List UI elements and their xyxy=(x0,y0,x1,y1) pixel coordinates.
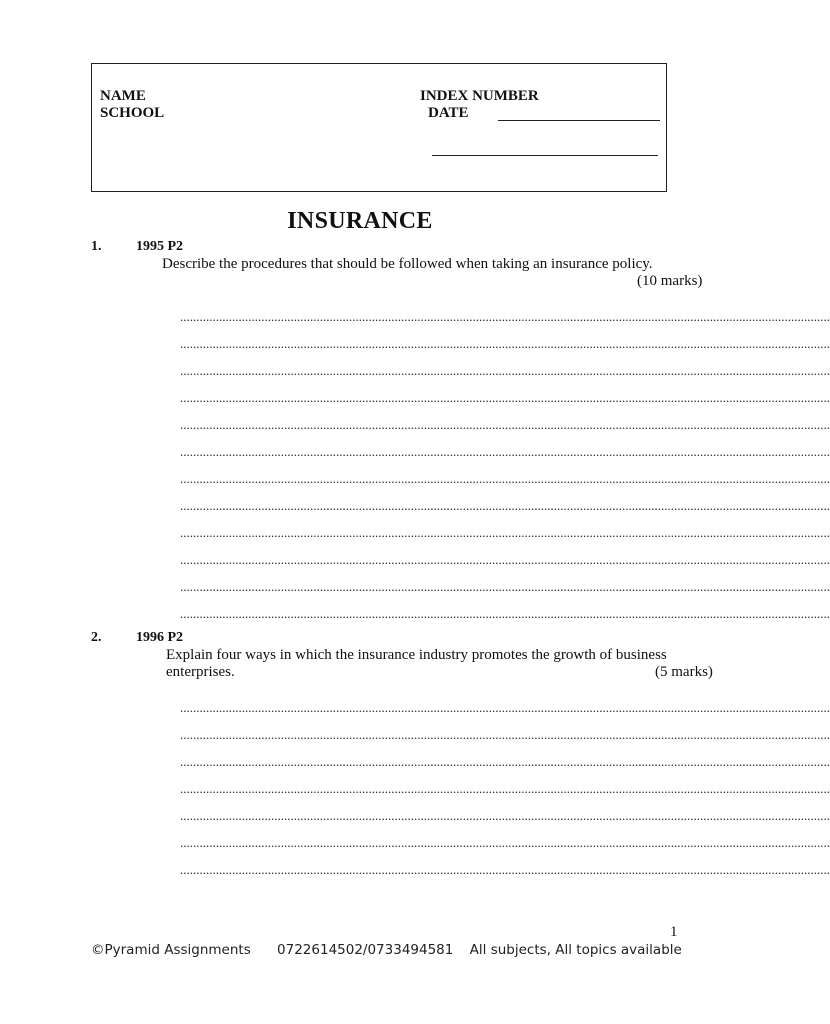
date-label: DATE xyxy=(428,105,469,121)
signature-underline[interactable] xyxy=(432,155,658,156)
answer-line[interactable]: ........................................................................................................................................................................................................ xyxy=(180,444,830,459)
question-2-code: 1996 P2 xyxy=(136,630,184,645)
question-2-text-line-1: Explain four ways in which the insurance industry promotes the growth of business xyxy=(166,647,667,663)
school-label: SCHOOL xyxy=(100,105,165,121)
answer-line[interactable]: ........................................................................................................................................................................................................ xyxy=(180,862,830,877)
footer xyxy=(91,942,682,958)
student-details-box xyxy=(91,63,667,192)
answer-line[interactable]: ........................................................................................................................................................................................................ xyxy=(180,808,830,823)
question-1-text: Describe the procedures that should be followed when taking an insurance policy. xyxy=(162,256,653,272)
answer-line[interactable]: ........................................................................................................................................................................................................ xyxy=(180,390,830,405)
answer-line[interactable]: ........................................................................................................................................................................................................ xyxy=(180,498,830,513)
question-2-number: 2. xyxy=(91,630,102,645)
answer-line[interactable]: ........................................................................................................................................................................................................ xyxy=(180,579,830,594)
answer-line[interactable]: ........................................................................................................................................................................................................ xyxy=(180,781,830,796)
answer-line[interactable]: ........................................................................................................................................................................................................ xyxy=(180,700,830,715)
question-2-marks: (5 marks) xyxy=(655,664,713,680)
question-2-text-line-2: enterprises. xyxy=(166,664,235,680)
footer-copyright: ©Pyramid Assignments xyxy=(91,942,251,958)
name-label: NAME xyxy=(100,88,146,104)
index-number-label: INDEX NUMBER xyxy=(420,88,539,104)
answer-line[interactable]: ........................................................................................................................................................................................................ xyxy=(180,835,830,850)
question-1-number: 1. xyxy=(91,239,102,254)
answer-line[interactable]: ........................................................................................................................................................................................................ xyxy=(180,727,830,742)
question-1-code: 1995 P2 xyxy=(136,239,184,254)
page-title: INSURANCE xyxy=(287,208,433,234)
answer-line[interactable]: ........................................................................................................................................................................................................ xyxy=(180,417,830,432)
footer-note: All subjects, All topics available xyxy=(469,942,682,958)
answer-line[interactable]: ........................................................................................................................................................................................................ xyxy=(180,309,830,324)
answer-line[interactable]: ........................................................................................................................................................................................................ xyxy=(180,606,830,621)
footer-phones: 0722614502/0733494581 xyxy=(277,942,454,958)
answer-line[interactable]: ........................................................................................................................................................................................................ xyxy=(180,552,830,567)
question-1-marks: (10 marks) xyxy=(637,273,703,289)
answer-line[interactable]: ........................................................................................................................................................................................................ xyxy=(180,471,830,486)
date-underline[interactable] xyxy=(498,120,660,121)
answer-line[interactable]: ........................................................................................................................................................................................................ xyxy=(180,525,830,540)
answer-line[interactable]: ........................................................................................................................................................................................................ xyxy=(180,363,830,378)
page-number: 1 xyxy=(670,924,678,940)
answer-line[interactable]: ........................................................................................................................................................................................................ xyxy=(180,754,830,769)
answer-line[interactable]: ........................................................................................................................................................................................................ xyxy=(180,336,830,351)
